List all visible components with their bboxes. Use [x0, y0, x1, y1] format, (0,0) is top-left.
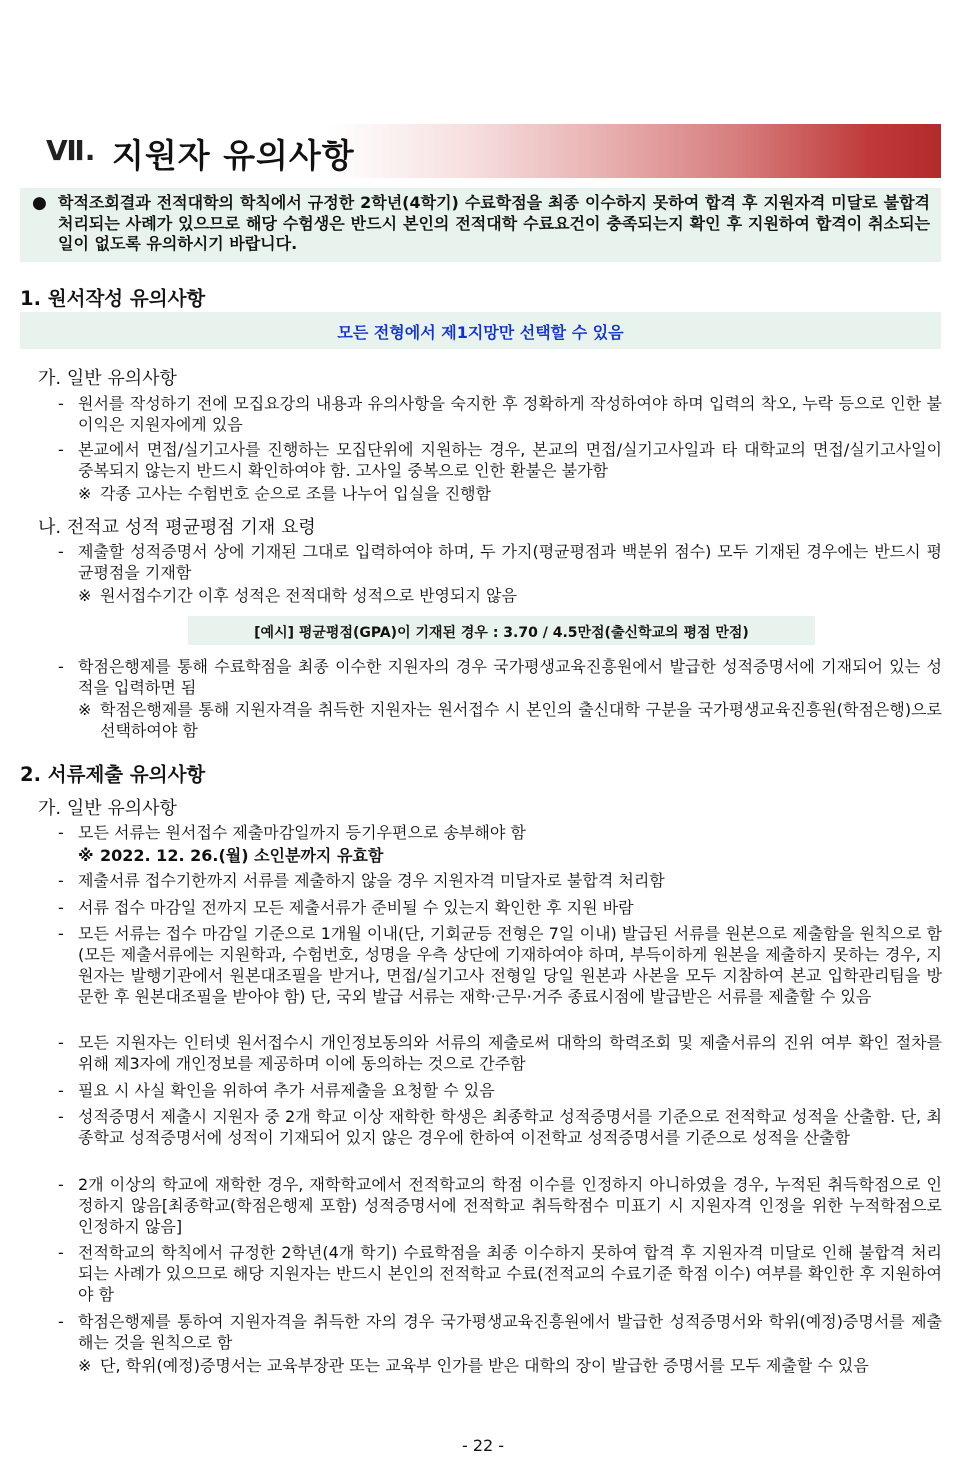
section-1-title: 1. 원서작성 유의사항	[20, 287, 206, 310]
list-item: - 학점은행제를 통해 수료학점을 최종 이수한 지원자의 경우 국가평생교육진흥원에서 발급한 성적증명서에 기재되어 있는 성적을 입력하면 됨	[58, 657, 942, 697]
chapter-number: Ⅶ.	[46, 134, 96, 167]
reference-mark: ※	[78, 484, 92, 503]
dash-marker: -	[58, 1243, 64, 1262]
list-item: - 서류 접수 마감일 전까지 모든 제출서류가 준비될 수 있는지 확인한 후 지원 바람	[58, 898, 634, 917]
reference-mark: ※	[78, 700, 92, 719]
note-item: ※ 각종 고사는 수험번호 순으로 조를 나누어 입실을 진행함	[78, 484, 492, 503]
subsection-2a-title: 가. 일반 유의사항	[38, 798, 177, 819]
dash-marker: -	[58, 823, 64, 842]
list-item: - 학점은행제를 통하여 지원자격을 취득한 자의 경우 국가평생교육진흥원에서 발급한 성적증명서와 학위(예정)증명서를 제출해는 것을 원칙으로 함	[58, 1312, 942, 1352]
dash-marker: -	[58, 898, 64, 917]
notice-text: 학적조회결과 전적대학의 학칙에서 규정한 2학년(4학기) 수료학점을 최종 이수하지 못하여 합격 후 지원자격 미달로 불합격 처리되는 사례가 있으므로 해당 수험생은 반드시 본인의 전적대학 수료요건이 충족되는지 확인 후 지원하여 합격이 취소되는 일이 없도록 유의하시기 바랍니다.	[58, 193, 930, 253]
list-item: - 모든 지원자는 인터넷 원서접수시 개인정보동의와 서류의 제출로써 대학의 학력조회 및 제출서류의 진위 여부 확인 절차를 위해 제3자에 개인정보를 제공하며 이에 동의하는 것으로 간주함	[58, 1033, 942, 1073]
dash-marker: -	[58, 1081, 64, 1100]
dash-marker: -	[58, 1033, 64, 1052]
example-text: [예시] 평균평점(GPA)이 기재된 경우 : 3.70 / 4.5만점(출신학교의 평점 만점)	[254, 625, 749, 641]
dash-marker: -	[58, 924, 64, 943]
list-item: - 제출할 성적증명서 상에 기재된 그대로 입력하여야 하며, 두 가지(평균평점과 백분위 점수) 모두 기재된 경우에는 반드시 평균평점을 기재함	[58, 542, 942, 582]
chapter-title: 지원자 유의사항	[112, 136, 355, 175]
highlight-text: 모든 전형에서 제1지망만 선택할 수 있음	[337, 323, 624, 342]
reference-mark: ※	[78, 846, 94, 865]
dash-marker: -	[58, 1107, 64, 1126]
bullet-icon: ●	[32, 193, 47, 213]
notice-box	[20, 188, 941, 262]
list-item: - 모든 서류는 원서접수 제출마감일까지 등기우편으로 송부해야 함	[58, 823, 526, 842]
list-item: - 원서를 작성하기 전에 모집요강의 내용과 유의사항을 숙지한 후 정확하게 작성하여야 하며 입력의 착오, 누락 등으로 인한 불이익은 지원자에게 있음	[58, 394, 942, 434]
list-item: - 전적학교의 학칙에서 규정한 2학년(4개 학기) 수료학점을 최종 이수하지 못하여 합격 후 지원자격 미달로 인해 불합격 처리되는 사례가 있으므로 해당 지원자는 반드시 본인의 전적학교 수료(전적교의 수료기준 학점 이수) 여부를 확인한 후 지원하여야 함	[58, 1243, 942, 1304]
reference-mark: ※	[78, 586, 92, 605]
dash-marker: -	[58, 1312, 64, 1331]
reference-mark: ※	[78, 1356, 92, 1375]
dash-marker: -	[58, 657, 64, 676]
dash-marker: -	[58, 542, 64, 561]
example-box	[188, 616, 815, 645]
section-1-highlight	[20, 312, 941, 349]
note-item: ※ 2022. 12. 26.(월) 소인분까지 유효함	[78, 846, 384, 865]
list-item: - 본교에서 면접/실기고사를 진행하는 모집단위에 지원하는 경우, 본교의 면접/실기고사일과 타 대학교의 면접/실기고사일이 중복되지 않는지 반드시 확인하여야 함. 고사일 중복으로 인한 환불은 불가함	[58, 440, 942, 480]
list-item: - 모든 서류는 접수 마감일 기준으로 1개월 이내(단, 기회균등 전형은 7일 이내) 발급된 서류를 원본으로 제출함을 원칙으로 함(모든 제출서류에는 지원학과, 수험번호, 성명을 우측 상단에 기재하여야 하며, 부득이하게 원본을 제출하지 못하는 경우, 지원자는 발행기관에서 원본대조필을 받거나, 면접/실기고사 전형일 당일 원본과 사본을 모두 지참하여 본교 입학관리팀을 방문한 후 원본대조필을 받아야 함) 단, 국외 발급 서류는 재학·근무·거주 종료시점에 발급받은 서류를 제출할 수 있음	[58, 924, 942, 1006]
dash-marker: -	[58, 871, 64, 890]
chapter-header	[40, 124, 941, 178]
dash-marker: -	[58, 1175, 64, 1194]
note-item: ※ 단, 학위(예정)증명서는 교육부장관 또는 교육부 인가를 받은 대학의 장이 발급한 증명서를 모두 제출할 수 있음	[78, 1356, 869, 1375]
subsection-1a-title: 가. 일반 유의사항	[38, 368, 177, 389]
dash-marker: -	[58, 440, 64, 459]
subsection-1b-title: 나. 전적교 성적 평균평점 기재 요령	[38, 517, 316, 538]
list-item: - 필요 시 사실 확인을 위하여 추가 서류제출을 요청할 수 있음	[58, 1081, 495, 1100]
list-item: - 성적증명서 제출시 지원자 중 2개 학교 이상 재학한 학생은 최종학교 성적증명서를 기준으로 전적학교 성적을 산출함. 단, 최종학교 성적증명서에 성적이 기재되어 있지 않은 경우에 한하여 이전학교 성적증명서를 기준으로 성적을 산출함	[58, 1107, 942, 1147]
list-item: - 2개 이상의 학교에 재학한 경우, 재학학교에서 전적학교의 학점 이수를 인정하지 아니하였을 경우, 누적된 취득학점으로 인정하지 않음[최종학교(학점은행제 포함) 성적증명서에 전적학교 취득학점수 미표기 시 지원자격 인정을 위한 누적학점으로 인정하지 않음]	[58, 1175, 942, 1236]
list-item: - 제출서류 접수기한까지 서류를 제출하지 않을 경우 지원자격 미달자로 불합격 처리함	[58, 871, 665, 890]
dash-marker: -	[58, 394, 64, 413]
section-2-title: 2. 서류제출 유의사항	[20, 763, 206, 786]
page-number: - 22 -	[461, 1436, 505, 1455]
note-item: ※ 학점은행제를 통해 지원자격을 취득한 지원자는 원서접수 시 본인의 출신대학 구분을 국가평생교육진흥원(학점은행)으로 선택하여야 함	[78, 700, 942, 740]
note-item: ※ 원서접수기간 이후 성적은 전적대학 성적으로 반영되지 않음	[78, 586, 517, 605]
